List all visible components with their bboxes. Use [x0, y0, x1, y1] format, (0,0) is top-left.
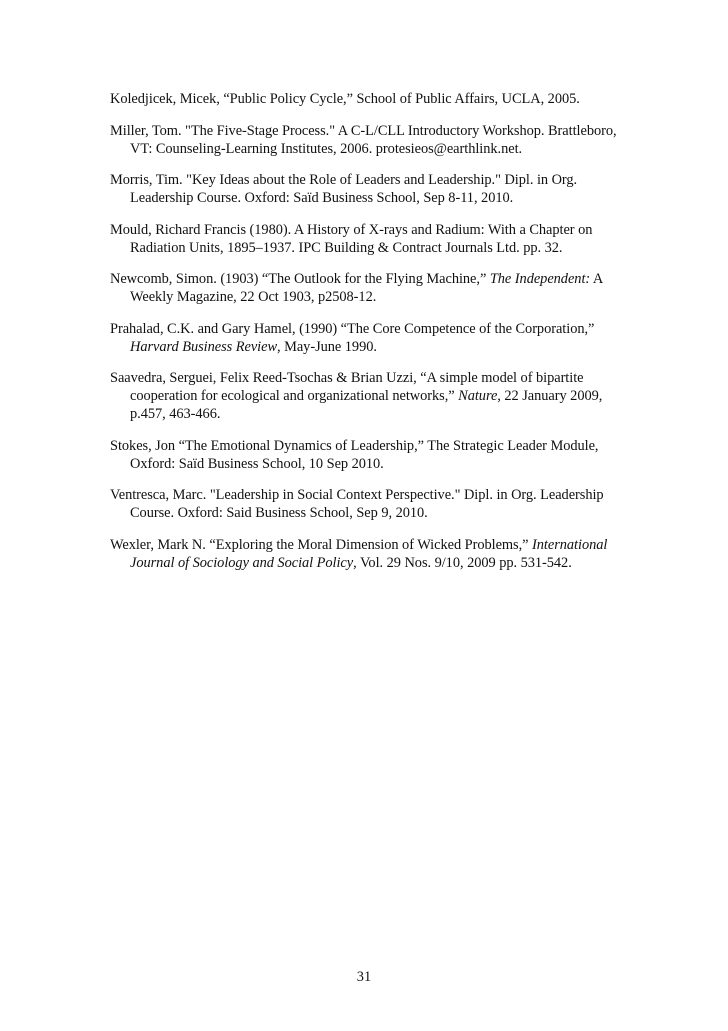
reference-entry: [110, 437, 622, 473]
reference-text: Morris, Tim. "Key Ideas about the Role of Leaders and Leadership." Dipl. in Org. Leadership Course. Oxford: Saïd Business School, Sep 8-11, 2010.: [110, 172, 578, 206]
reference-text: , 22 January 2009, p.457, 463-466.: [130, 388, 603, 422]
reference-text: Koledjicek, Micek, “Public Policy Cycle,” School of Public Affairs, UCLA, 2005.: [110, 91, 580, 107]
reference-text: A Weekly Magazine, 22 Oct 1903, p2508-12.: [130, 271, 603, 305]
reference-entry: [110, 270, 622, 306]
reference-text: Stokes, Jon “The Emotional Dynamics of Leadership,” The Strategic Leader Module, Oxford: Saïd Business School, 10 Sep 2010.: [110, 437, 599, 472]
reference-entry: [110, 320, 622, 356]
reference-entry: [110, 486, 622, 522]
reference-title-italic: Nature: [458, 388, 498, 404]
reference-title-italic: International Journal of Sociology and Social Policy: [130, 536, 608, 571]
reference-entry: [110, 171, 622, 207]
reference-text: Wexler, Mark N. “Exploring the Moral Dimension of Wicked Problems,”: [110, 536, 533, 553]
reference-text: Ventresca, Marc. "Leadership in Social Context Perspective." Dipl. in Org. Leadership Course. Oxford: Said Business School, Sep 9, 2010.: [110, 487, 604, 521]
reference-text: Saavedra, Serguei, Felix Reed-Tsochas & Brian Uzzi, “A simple model of bipartite cooperation for ecological and organizational networks,”: [110, 370, 584, 404]
references-list: [110, 90, 622, 585]
reference-entry: [110, 122, 622, 158]
reference-text: Mould, Richard Francis (1980). A History of X-rays and Radium: With a Chapter on Radiation Units, 1895–1937. IPC Building & Contract Journals Ltd. pp. 32.: [110, 221, 593, 256]
reference-text: , May-June 1990.: [277, 338, 377, 355]
reference-text: Miller, Tom. "The Five-Stage Process." A C-L/CLL Introductory Workshop. Brattleboro, VT: Counseling-Learning Institutes, 2006. protesieos@earthlink.net.: [110, 122, 617, 157]
reference-title-italic: Harvard Business Review: [130, 338, 277, 355]
page-number: 31: [356, 969, 372, 985]
reference-text: Prahalad, C.K. and Gary Hamel, (1990) “The Core Competence of the Corporation,”: [110, 320, 595, 337]
reference-entry: [110, 90, 622, 108]
reference-entry: [110, 221, 622, 257]
reference-text: Newcomb, Simon. (1903) “The Outlook for the Flying Machine,”: [110, 271, 490, 287]
reference-entry: [110, 369, 622, 423]
reference-text: , Vol. 29 Nos. 9/10, 2009 pp. 531-542.: [353, 554, 572, 571]
reference-title-italic: The Independent:: [489, 271, 591, 287]
reference-entry: [110, 536, 622, 572]
